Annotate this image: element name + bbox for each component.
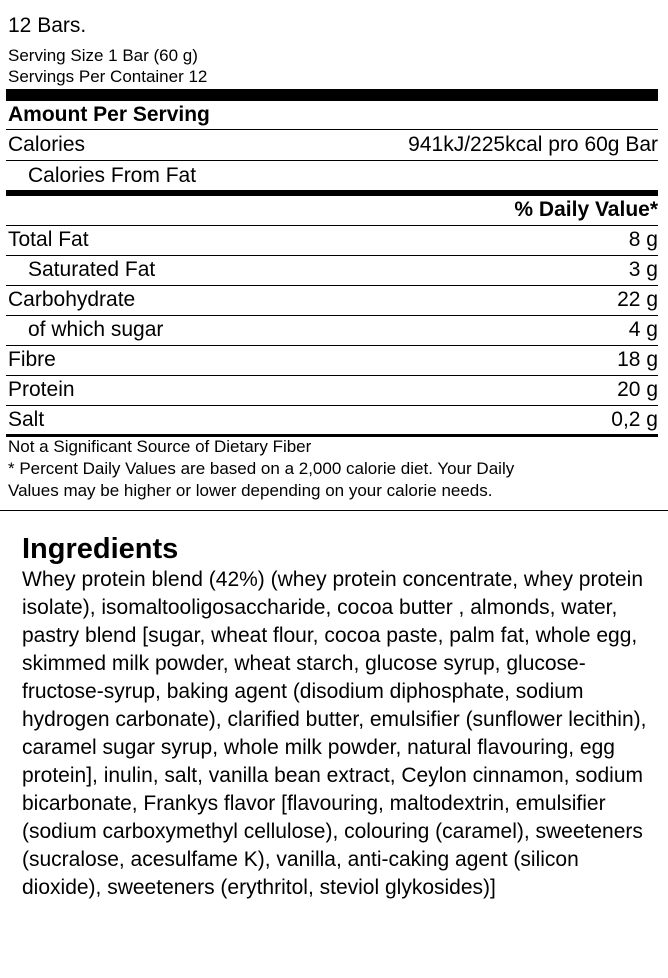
calories-from-fat-label: Calories From Fat [28, 164, 197, 187]
divider-line [6, 225, 658, 226]
nutrient-value-salt: 0,2 g [611, 408, 658, 431]
nutrient-label-saturated-fat: Saturated Fat [28, 258, 156, 281]
nutrient-label-protein: Protein [8, 378, 75, 401]
product-count: 12 Bars. [8, 14, 87, 37]
nutrient-value-protein: 20 g [617, 378, 658, 401]
divider-line [6, 345, 658, 346]
nutrient-label-carbohydrate: Carbohydrate [8, 288, 136, 311]
nutrient-value-saturated-fat: 3 g [628, 258, 658, 281]
nutrient-label-salt: Salt [8, 408, 45, 431]
divider-line [6, 405, 658, 406]
daily-value-header: % Daily Value* [514, 198, 658, 221]
footnote-daily-values-line-2: Values may be higher or lower depending on your calorie needs. [8, 481, 493, 500]
divider-line [6, 375, 658, 376]
nutrient-value-total-fat: 8 g [628, 228, 658, 251]
nutrient-value-sugar: 4 g [628, 318, 658, 341]
nutrient-value-fibre: 18 g [617, 348, 658, 371]
divider-line [6, 129, 658, 130]
calories-value: 941kJ/225kcal pro 60g Bar [408, 133, 658, 156]
divider-line [6, 160, 658, 161]
serving-size: Serving Size 1 Bar (60 g) [8, 46, 198, 65]
ingredients-section [22, 532, 662, 902]
amount-per-serving-header: Amount Per Serving [8, 103, 210, 126]
ingredients-text: Whey protein blend (42%) (whey protein concentrate, whey protein isolate), isomaltooligosaccharide, cocoa butter , almonds, water, pastry blend [sugar, wheat flour, cocoa paste, palm fat, whole egg, skimmed milk powder, wheat starch, glucose syrup, glucose-fructose-syrup, baking agent (disodium diphosphate, sodium hydrogen carbonate), clarified butter, emulsifier (sunflower lecithin), caramel sugar syrup, whole milk powder, natural flavouring, egg protein], inulin, salt, vanilla bean extract, Ceylon cinnamon, sodium bicarbonate, Frankys flavor [flavouring, maltodextrin, emulsifier (sodium carboxymethyl cellulose), colouring (caramel), sweeteners (sucralose, acesulfame K), vanilla, anti-caking agent (silicon dioxide), sweeteners (erythritol, steviol glykosides)] [22, 568, 647, 899]
servings-per-container: Servings Per Container 12 [8, 67, 208, 86]
thick-divider [6, 89, 658, 101]
section-separator [0, 510, 668, 511]
calories-label: Calories [8, 133, 86, 156]
footnote-fiber: Not a Significant Source of Dietary Fiber [8, 437, 312, 456]
ingredients-title: Ingredients [22, 533, 179, 565]
footnote-daily-values-line-1: * Percent Daily Values are based on a 2,000 calorie diet. Your Daily [8, 459, 515, 478]
nutrient-label-total-fat: Total Fat [8, 228, 89, 251]
nutrient-label-sugar: of which sugar [28, 318, 164, 341]
nutrient-value-carbohydrate: 22 g [617, 288, 658, 311]
nutrient-label-fibre: Fibre [8, 348, 56, 371]
